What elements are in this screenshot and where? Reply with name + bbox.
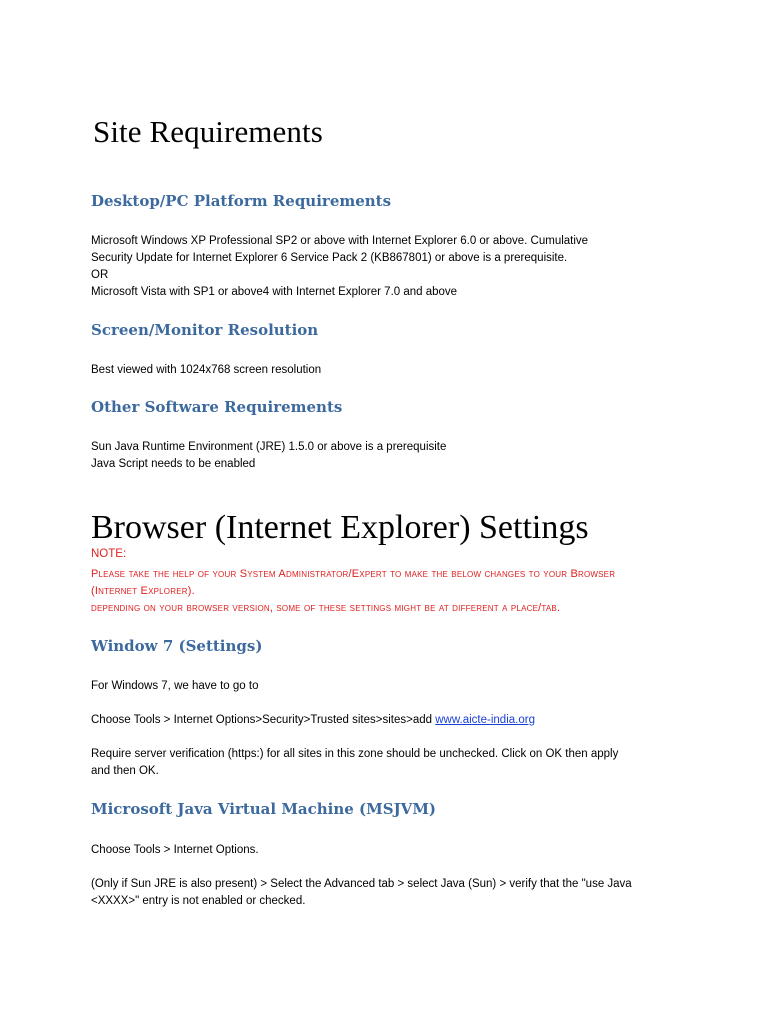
verify-line-1: Require server verification (https:) for all sites in this zone should be unchecked. Click on OK then apply: [91, 748, 619, 760]
note-line-3: depending on your browser version, some of these settings might be at different a place/tab.: [91, 602, 561, 614]
browser-settings-title: Browser (Internet Explorer) Settings: [91, 509, 589, 546]
msjvm-line-2: (Only if Sun JRE is also present) > Select the Advanced tab > select Java (Sun) > verify that the "use Java: [91, 878, 632, 890]
windows7-heading: Window 7 (Settings): [91, 637, 263, 655]
desktop-line-2: Security Update for Internet Explorer 6 Service Pack 2 (KB867801) or above is a prerequisite.: [91, 252, 568, 264]
windows7-verify-text: [91, 746, 618, 780]
other-software-text: [91, 439, 446, 473]
msjvm-details: [91, 876, 632, 910]
windows7-path-text: Choose Tools > Internet Options>Security>Trusted sites>sites>add: [91, 714, 436, 726]
screen-resolution-text: Best viewed with 1024x768 screen resolution: [91, 364, 322, 376]
software-line-2: Java Script needs to be enabled: [91, 458, 256, 470]
desktop-requirements-heading: Desktop/PC Platform Requirements: [91, 192, 392, 210]
note-label: NOTE:: [91, 548, 127, 560]
msjvm-line-3: <XXXX>" entry is not enabled or checked.: [91, 895, 306, 907]
windows7-intro: For Windows 7, we have to go to: [91, 680, 259, 692]
desktop-line-1: Microsoft Windows XP Professional SP2 or above with Internet Explorer 6.0 or above. Cumulative: [91, 235, 589, 247]
desktop-line-4: Microsoft Vista with SP1 or above4 with Internet Explorer 7.0 and above: [91, 286, 458, 298]
verify-line-2: and then OK.: [91, 765, 159, 777]
note-line-1: Please take the help of your System Administrator/Expert to make the below changes to your Browser: [91, 568, 616, 580]
screen-resolution-heading: Screen/Monitor Resolution: [91, 321, 319, 339]
desktop-requirements-text: [91, 233, 588, 301]
desktop-line-3: OR: [91, 269, 109, 281]
note-text: [91, 566, 615, 617]
site-requirements-title: Site Requirements: [93, 114, 323, 149]
aicte-link[interactable]: www.aicte-india.org: [435, 714, 535, 726]
msjvm-line-1: Choose Tools > Internet Options.: [91, 844, 259, 856]
note-line-2: (Internet Explorer).: [91, 585, 195, 597]
msjvm-heading: Microsoft Java Virtual Machine (MSJVM): [91, 800, 437, 818]
software-line-1: Sun Java Runtime Environment (JRE) 1.5.0 or above is a prerequisite: [91, 441, 447, 453]
windows7-path: [91, 712, 535, 729]
other-software-heading: Other Software Requirements: [91, 398, 343, 416]
